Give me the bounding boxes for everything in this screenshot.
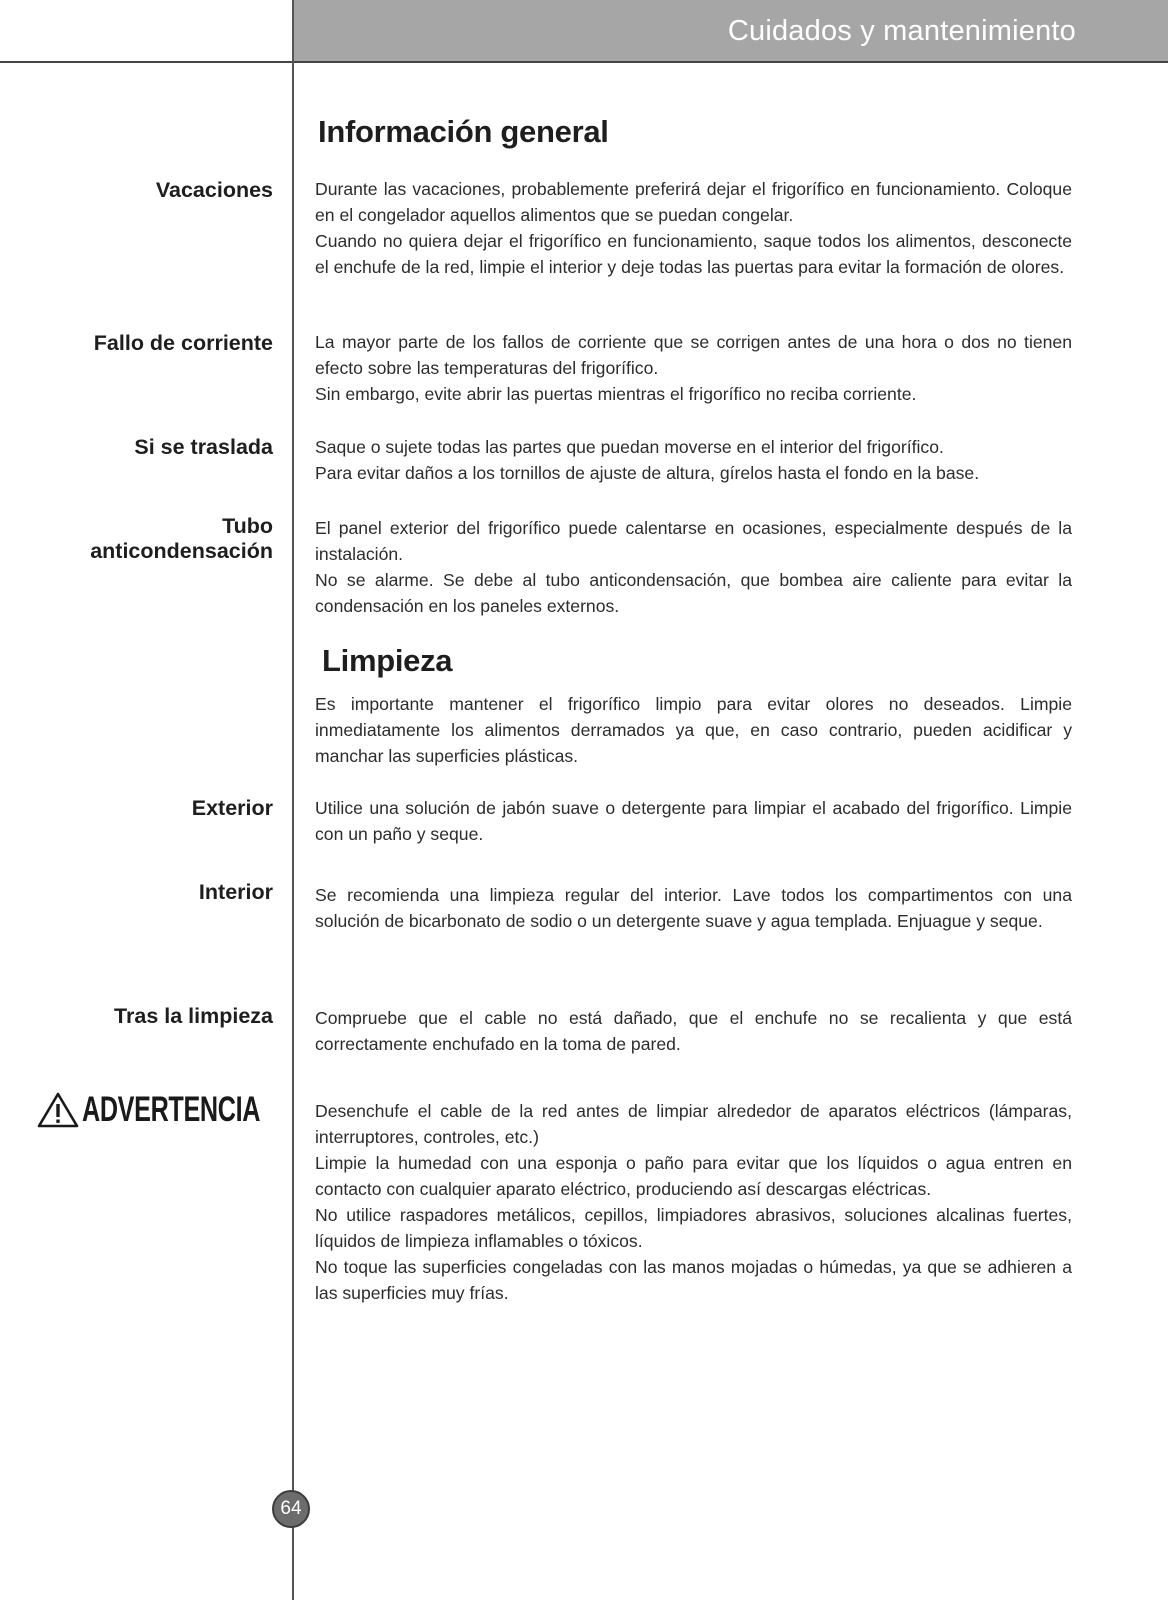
header-title: Cuidados y mantenimiento: [727, 15, 1076, 47]
paragraph: Se recomienda una limpieza regular del interior. Lave todos los compartimentos con una solución de bicarbonato de sodio o un detergente suave y agua templada. Enjuague y seque.: [315, 885, 1072, 931]
header-divider: [0, 61, 1168, 63]
header-bar: [293, 0, 1168, 61]
text-limpieza-intro: [315, 691, 1072, 769]
paragraph: Compruebe que el cable no está dañado, que el enchufe no se recalienta y que está correctamente enchufado en la toma de pared.: [315, 1008, 1072, 1054]
label-line: anticondensación: [90, 539, 273, 563]
paragraph: No toque las superficies congeladas con las manos mojadas o húmedas, ya que se adhieren a las superficies muy frías.: [315, 1257, 1072, 1303]
paragraph: No utilice raspadores metálicos, cepillos, limpiadores abrasivos, soluciones alcalinas fuertes, líquidos de limpieza inflamables o tóxicos.: [315, 1205, 1072, 1251]
label-interior: Interior: [198, 880, 273, 904]
label-tubo-anticondensacion: [90, 514, 273, 564]
label-exterior: Exterior: [191, 796, 273, 820]
paragraph: Utilice una solución de jabón suave o detergente para limpiar el acabado del frigorífico. Limpie con un paño y seque.: [315, 798, 1072, 844]
text-exterior: [315, 795, 1072, 847]
label-tras-la-limpieza: Tras la limpieza: [114, 1004, 273, 1028]
paragraph: Desenchufe el cable de la red antes de limpiar alrededor de aparatos eléctricos (lámparas, interruptores, controles, etc.): [315, 1101, 1072, 1147]
warning-text: ADVERTENCIA: [81, 1090, 260, 1129]
paragraph: Sin embargo, evite abrir las puertas mientras el frigorífico no reciba corriente.: [315, 384, 917, 404]
paragraph: Cuando no quiera dejar el frigorífico en funcionamiento, saque todos los alimentos, desconecte el enchufe de la red, limpie el interior y deje todas las puertas para evitar la formación de olores.: [315, 231, 1072, 277]
text-tras-la-limpieza: [315, 1005, 1072, 1057]
text-si-se-traslada: [315, 434, 1072, 486]
column-divider: [292, 0, 294, 1600]
paragraph: No se alarme. Se debe al tubo anticondensación, que bombea aire caliente para evitar la condensación en los paneles externos.: [315, 570, 1072, 616]
section-title-general: Información general: [318, 114, 609, 149]
warning-label: [36, 1090, 273, 1130]
label-si-se-traslada: Si se traslada: [134, 435, 273, 459]
paragraph: Para evitar daños a los tornillos de ajuste de altura, gírelos hasta el fondo en la base.: [315, 463, 980, 483]
paragraph: El panel exterior del frigorífico puede calentarse en ocasiones, especialmente después de la instalación.: [315, 518, 1072, 564]
warning-triangle-icon: [36, 1091, 80, 1129]
paragraph: La mayor parte de los fallos de corriente que se corrigen antes de una hora o dos no tienen efecto sobre las temperaturas del frigorífico.: [315, 332, 1072, 378]
paragraph: Limpie la humedad con una esponja o paño para evitar que los líquidos o agua entren en contacto con cualquier aparato eléctrico, produciendo así descargas eléctricas.: [315, 1153, 1072, 1199]
page-number-badge: 64: [272, 1490, 310, 1528]
paragraph: Durante las vacaciones, probablemente preferirá dejar el frigorífico en funcionamiento. Coloque en el congelador aquellos alimentos que se puedan congelar.: [315, 179, 1072, 225]
paragraph: Saque o sujete todas las partes que puedan moverse en el interior del frigorífico.: [315, 437, 944, 457]
label-vacaciones: Vacaciones: [155, 178, 273, 202]
text-interior: [315, 882, 1072, 934]
text-advertencia: [315, 1098, 1072, 1306]
label-line: Tubo: [222, 514, 273, 538]
label-fallo-corriente: Fallo de corriente: [93, 331, 273, 355]
text-tubo-anticondensacion: [315, 515, 1072, 619]
text-fallo-corriente: [315, 329, 1072, 407]
paragraph: Es importante mantener el frigorífico limpio para evitar olores no deseados. Limpie inmediatamente los alimentos derramados ya que, en caso contrario, pueden acidificar y manchar las superficies plásticas.: [315, 694, 1072, 766]
text-vacaciones: [315, 176, 1072, 280]
section-title-limpieza: Limpieza: [322, 643, 453, 678]
